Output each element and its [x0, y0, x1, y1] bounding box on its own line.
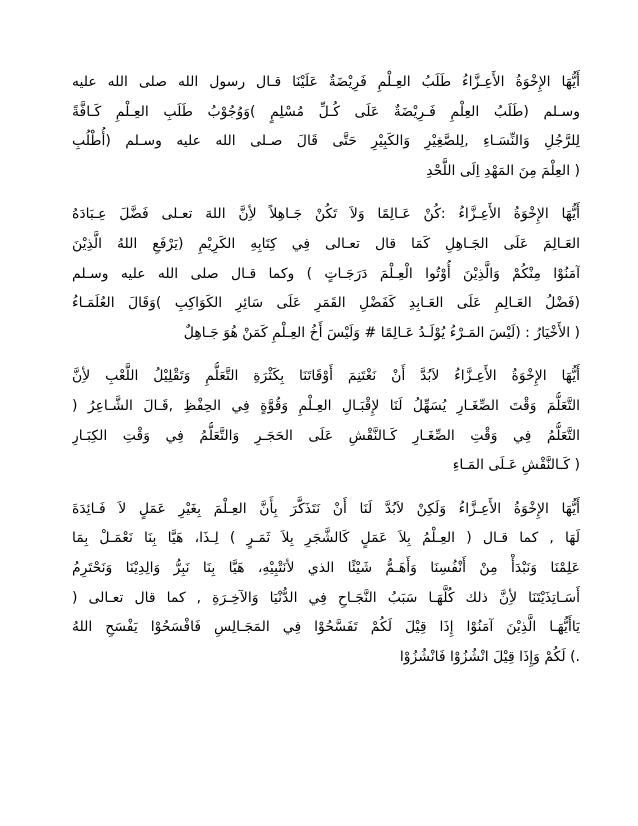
text-line: .) لَكُمْ وَإِذَا قِيْلَ انْشُزُوْا فَانْشُزُوْا [399, 648, 580, 665]
text-line: (فَضْلُ العَـالِمِ عَلَى العَـابِدِ كَفَضْلِ القَمَرِ عَلَى سَائِرِ الكَوَاكِبِ )وَقَالَ العُلَمَـاءُ [72, 295, 580, 312]
text-line: لِلرَّجُلِ وَالنِّسَـاءِ ,لِلصَّغِيْرِ وَالكَبِيْرِ حَتَّى قَالَ صـلى الله عليه وسـلم (أُطْلُبِ [72, 133, 580, 150]
text-line: أَيُّهَا الإِخْوَةُ الأَعِـزَّاءُ طَلَبُ العِـلْمِ فَرِيْضَةٌ عَلَيْنَا قـال رسول الله صلى الله عليه [72, 74, 580, 90]
text-line: التَّعَلُّمَ وَقْتَ الصِّغَـارِ يُسَهِّلُ لَنَا لإِقْبَـالِ العِـلْمِ وَقُوَّةٍ فِي الحِفْظِ ,قَـالَ الشَّـاعِرُ ( [72, 397, 580, 414]
text-line: أَيُّهَا الإِخْوَةُ الأَعِـزَّاءُ :كُنْ عَـالِمًا وَلاَ تَكُنْ جَـاهِلاً لأِنَّ اللهَ تعـلى فَضَّلَ عِـبَادَهُ [72, 206, 580, 223]
paragraph-2 [72, 200, 580, 348]
paragraph-4 [72, 495, 580, 673]
paragraph-1 [72, 68, 580, 186]
text-line: العَـالِمَ عَلَى الجَـاهِلِ كَمَا قال تعـالى فِي كِتَابِهِ الكَرِيْمِ (يَرْفَعِ اللهُ الَّذِيْنَ [72, 235, 580, 252]
text-line: ( الأَخْيَارُ : (لَيْسَ المَـرْءُ يُوْلَـدُ عَـالِمًا # وَلَيْسَ أَخُ العِـلْمِ كَمَنْ هُوَ جَـاهِلٌ [183, 324, 580, 341]
text-line: يَاأَيُّهَـا الَّذِيْنَ آمَنُوْا إِذَا قِيْلَ لَكُمْ تَفَسَّحُوْا فِي المَجَـالِسِ فَافْسَحُوْا يَفْسَحِ اللهُ [72, 619, 580, 636]
text-line: عَلِمْنَا وَنَبْدَأْ مِنْ أَنْفُسِنَا وَأَهَـمُّ شَيْئًا الذي لأنَتْبِيْهِ، هَيَّا بِنَا نَبِرُّ وَالِدِيْنَا وَنَحْتَرِمُ [72, 559, 580, 576]
text-line: ( كَـالنَّقْشِ عَـلَى المَـاءِ [452, 457, 580, 474]
text-line: أَسَـاتِذَيْتَنَا لأِنَّ ذلك كُلَّهَـا سَبَبُ النَّجَـاحِ فِي الدُّنْيَا وَالآخِـرَةِ , كما قال تعـالى ( [72, 589, 580, 606]
text-line: أَيُّهَا الإِخْوَةُ الأَعِـزَّاءُ لاَبُدَّ أَنْ نَغْتَنِمَ أَوْقَاتَنَا بِكَثْرَةِ التَّعَلُّمِ وَتَقْلِيْلُ اللَّعْبِ لأِنَّ [72, 368, 580, 385]
paragraph-3 [72, 362, 580, 480]
text-line: التَّعَلُّمُ فِي وَقْتِ الصِّغَـارِ كَـالنَّقْشِ عَلَى الحَجَـرِ وَالتَّعَلُّمُ فِي وَقْتِ الكِبَـارِ [72, 427, 580, 444]
text-line: آمَنُوْا مِنْكُمْ وَالَّذِيْنَ أُوْتُوا الْعِـلْمَ دَرَجَـاتٍ ) وكما قـال صلى الله عليه وسـلم [72, 265, 580, 282]
text-line: وسـلم (طَلَبُ العِلْمِ فَـرِيْضَةٌ عَلَى كُـلِّ مُسْلِمٍ )وَوُجُوْبُ طَلَبِ العِـلْمِ كَـافَّةً [72, 103, 580, 120]
text-line: ( العِلْمَ مِنَ المَهْدِ اِلَى اللَّحْدِ [426, 162, 580, 179]
text-line: أَيُّهَا الإِخْوَةُ الأَعِـزَّاءُ وَلَكِنْ لاَبُدَّ لَنَا أَنْ نَتَذَكَّرَ بِأَنَّ العِـلْمَ بِغَيْرِ عَمَلٍ لاَ فَـائِدَةَ [72, 500, 580, 517]
document-page [72, 68, 580, 686]
text-line: لَهَا , كما قـال ( العِـلْمُ بِلاَ عَمَلٍ كَالشَّجَرِ بِلاَ ثَمَـرٍ ) لِـذَا، هَيَّا بِنَا نَعْمَـلْ بِمَا [72, 530, 580, 547]
